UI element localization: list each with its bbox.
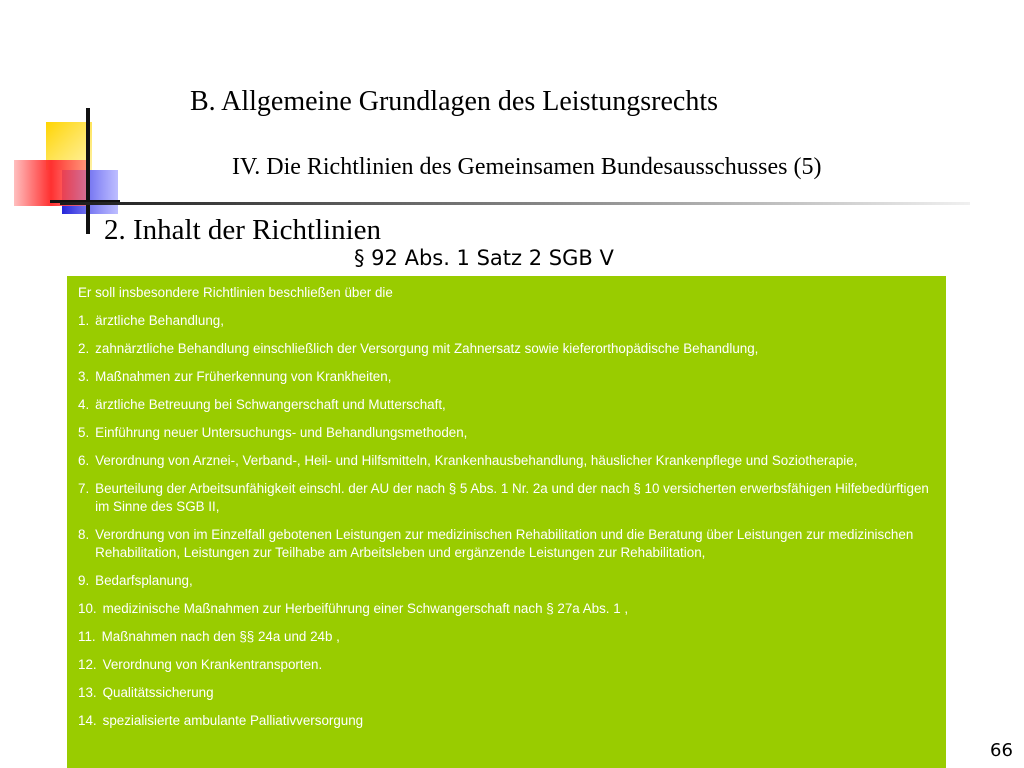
- list-item: 9. Bedarfsplanung,: [78, 573, 193, 588]
- list-item: 6. Verordnung von Arznei-, Verband-, Heil- und Hilfsmitteln, Krankenhausbehandlung, häuslicher Krankenpflege und Soziotherapie,: [78, 453, 858, 468]
- list-item: 14. spezialisierte ambulante Palliativversorgung: [78, 713, 364, 728]
- guidelines-list: [78, 312, 934, 730]
- page-number: 66: [990, 740, 1013, 761]
- divider-line: [60, 202, 970, 205]
- list-item: 13. Qualitätssicherung: [78, 685, 214, 700]
- list-item: 8. Verordnung von im Einzelfall gebotenen Leistungen zur medizinischen Rehabilitation und die Beratung über Leistungen zur medizinischen Rehabilitation, Leistungen zur Teilhabe am Arbeitsleben und ergänzende Leistungen zur Rehabilitation,: [78, 527, 914, 560]
- guidelines-content-box: [67, 276, 946, 768]
- list-item: 4. ärztliche Betreuung bei Schwangerschaft und Mutterschaft,: [78, 397, 446, 412]
- list-item: 11. Maßnahmen nach den §§ 24a und 24b ,: [78, 629, 340, 644]
- list-item: 1. ärztliche Behandlung,: [78, 313, 224, 328]
- list-item: 10. medizinische Maßnahmen zur Herbeiführung einer Schwangerschaft nach § 27a Abs. 1 ,: [78, 601, 629, 616]
- law-reference: § 92 Abs. 1 Satz 2 SGB V: [354, 246, 614, 270]
- slide-subtitle: IV. Die Richtlinien des Gemeinsamen Bundesausschusses (5): [232, 154, 822, 180]
- section-heading: 2. Inhalt der Richtlinien: [104, 214, 382, 246]
- list-item: 3. Maßnahmen zur Früherkennung von Krankheiten,: [78, 369, 392, 384]
- list-item: 7. Beurteilung der Arbeitsunfähigkeit einschl. der AU der nach § 5 Abs. 1 Nr. 2a und der nach § 10 versicherten erwerbsfähigen Hilfebedürftigen im Sinne des SGB II,: [78, 481, 929, 514]
- vertical-line: [86, 108, 90, 234]
- list-item: 5. Einführung neuer Untersuchungs- und Behandlungsmethoden,: [78, 425, 468, 440]
- red-square: [14, 160, 88, 206]
- box-intro: Er soll insbesondere Richtlinien beschließen über die: [78, 285, 393, 300]
- slide-title: B. Allgemeine Grundlagen des Leistungsrechts: [190, 86, 718, 117]
- list-item: 2. zahnärztliche Behandlung einschließlich der Versorgung mit Zahnersatz sowie kieferorthopädische Behandlung,: [78, 341, 759, 356]
- list-item: 12. Verordnung von Krankentransporten.: [78, 657, 323, 672]
